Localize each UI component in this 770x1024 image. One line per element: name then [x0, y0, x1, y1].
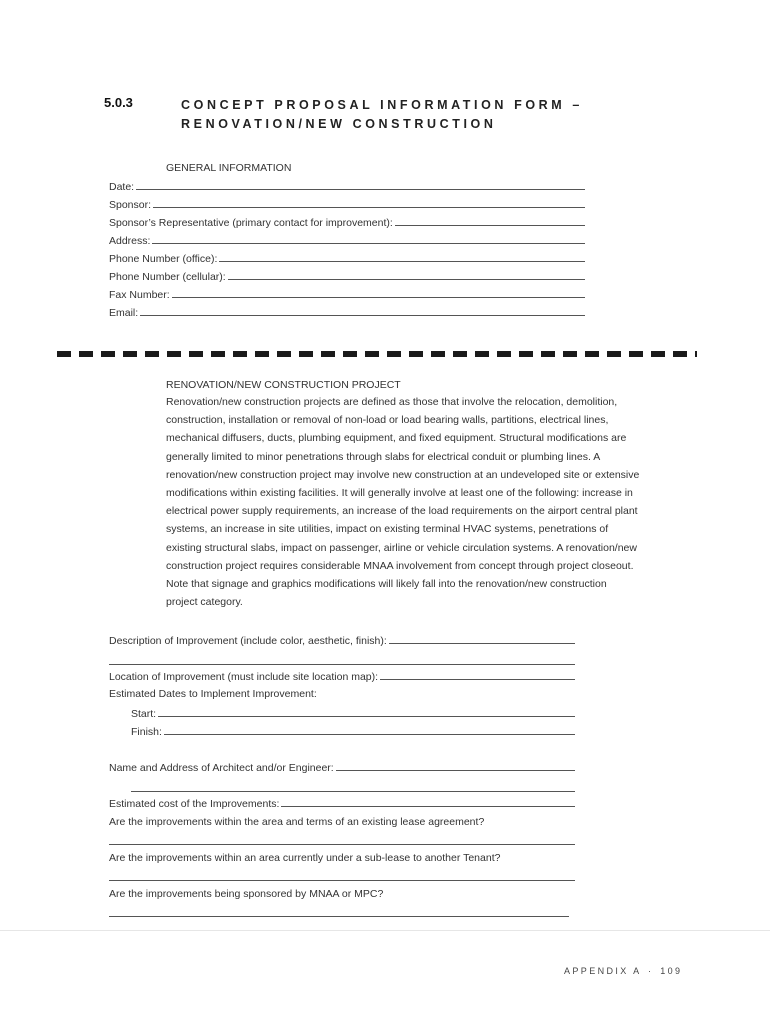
project-description-line: Note that signage and graphics modifications will likely fall into the renovation/new construction: [166, 578, 607, 591]
fax-label: Fax Number:: [109, 289, 170, 301]
phone-office-input-line[interactable]: [219, 249, 585, 262]
cost-field-row: [109, 794, 575, 812]
project-description-line: electrical power supply requirements, an increase of the load requirements on the airport central plant: [166, 505, 638, 518]
sponsor-label: Sponsor:: [109, 199, 152, 211]
phone-cell-input-line[interactable]: [228, 267, 585, 280]
project-description-line: generally limited to minor penetrations through slabs for electrical conduit or plumbing lines. A: [166, 450, 601, 463]
project-description-line: renovation/new construction project may involve new construction at an undeveloped site or extensive: [166, 468, 640, 481]
fax-field-row: [109, 285, 585, 303]
estimated-dates-label: Estimated Dates to Implement Improvement:: [109, 688, 317, 700]
dashed-divider: [57, 351, 697, 357]
project-description-line: existing structural slabs, impact on passenger, airline or vehicle circulation systems. A renovation/new: [166, 541, 637, 554]
phone-office-field-row: [109, 249, 585, 267]
email-label: Email:: [109, 307, 139, 319]
section-title-line-2: RENOVATION/NEW CONSTRUCTION: [181, 117, 497, 131]
location-field-row: [109, 667, 575, 685]
fax-input-line[interactable]: [172, 285, 585, 298]
sponsor-answer-line[interactable]: [109, 916, 569, 917]
lease-answer-line[interactable]: [109, 844, 575, 845]
description-field-row: [109, 631, 575, 649]
date-label: Date:: [109, 181, 135, 193]
project-description-line: systems, an increase in site utilities, impact on existing terminal HVAC systems, penetrations of: [166, 523, 609, 536]
description-label: Description of Improvement (include color, aesthetic, finish):: [109, 635, 387, 647]
general-information-heading: GENERAL INFORMATION: [166, 162, 292, 174]
finish-field-row: [131, 722, 575, 740]
address-label: Address:: [109, 235, 151, 247]
sponsor-input-line[interactable]: [153, 195, 585, 208]
section-title: [181, 96, 583, 134]
representative-input-line[interactable]: [395, 213, 585, 226]
page-number: 109: [660, 966, 683, 976]
address-input-line[interactable]: [152, 231, 585, 244]
date-field-row: [109, 177, 585, 195]
footer-separator: ·: [647, 966, 654, 976]
sublease-question: Are the improvements within an area currently under a sub-lease to another Tenant?: [109, 852, 501, 864]
start-input-line[interactable]: [158, 704, 575, 717]
phone-cell-field-row: [109, 267, 585, 285]
finish-label: Finish:: [131, 726, 162, 738]
appendix-label: APPENDIX A: [564, 966, 642, 976]
page-footer: [564, 966, 682, 976]
architect-continuation-line[interactable]: [131, 791, 575, 792]
date-input-line[interactable]: [136, 177, 585, 190]
description-input-line[interactable]: [389, 631, 575, 644]
architect-input-line[interactable]: [336, 758, 575, 771]
project-description-line: modifications within existing facilities. It will generally involve at least one of the following: increase in: [166, 487, 633, 500]
project-description-line: project category.: [166, 596, 243, 609]
cost-label: Estimated cost of the Improvements:: [109, 798, 280, 810]
description-continuation-line[interactable]: [109, 664, 575, 665]
location-input-line[interactable]: [380, 667, 575, 680]
section-title-line-1: CONCEPT PROPOSAL INFORMATION FORM –: [181, 98, 583, 112]
finish-input-line[interactable]: [164, 722, 575, 735]
project-description: [166, 393, 686, 611]
representative-field-row: [109, 213, 585, 231]
representative-label: Sponsor’s Representative (primary contact for improvement):: [109, 217, 393, 229]
section-number: 5.0.3: [104, 95, 133, 110]
architect-field-row: [109, 758, 575, 776]
location-label: Location of Improvement (must include site location map):: [109, 671, 379, 683]
footer-rule: [0, 930, 770, 931]
sublease-answer-line[interactable]: [109, 880, 575, 881]
project-description-line: Renovation/new construction projects are defined as those that involve the relocation, demolition,: [166, 396, 618, 408]
sponsor-question: Are the improvements being sponsored by MNAA or MPC?: [109, 888, 384, 900]
cost-input-line[interactable]: [281, 794, 575, 807]
lease-question: Are the improvements within the area and terms of an existing lease agreement?: [109, 816, 485, 828]
email-input-line[interactable]: [140, 303, 585, 316]
phone-office-label: Phone Number (office):: [109, 253, 218, 265]
email-field-row: [109, 303, 585, 321]
project-description-line: construction project requires considerable MNAA involvement from concept through project closeout.: [166, 559, 634, 572]
phone-cell-label: Phone Number (cellular):: [109, 271, 226, 283]
project-description-line: mechanical diffusers, ducts, plumbing equipment, and fixed equipment. Structural modifications are: [166, 432, 627, 445]
project-description-line: construction, installation or removal of non-load or load bearing walls, partitions, electrical lines,: [166, 414, 609, 427]
start-label: Start:: [131, 708, 157, 720]
start-field-row: [131, 704, 575, 722]
sponsor-field-row: [109, 195, 585, 213]
address-field-row: [109, 231, 585, 249]
architect-label: Name and Address of Architect and/or Engineer:: [109, 762, 334, 774]
project-heading: RENOVATION/NEW CONSTRUCTION PROJECT: [166, 379, 401, 391]
